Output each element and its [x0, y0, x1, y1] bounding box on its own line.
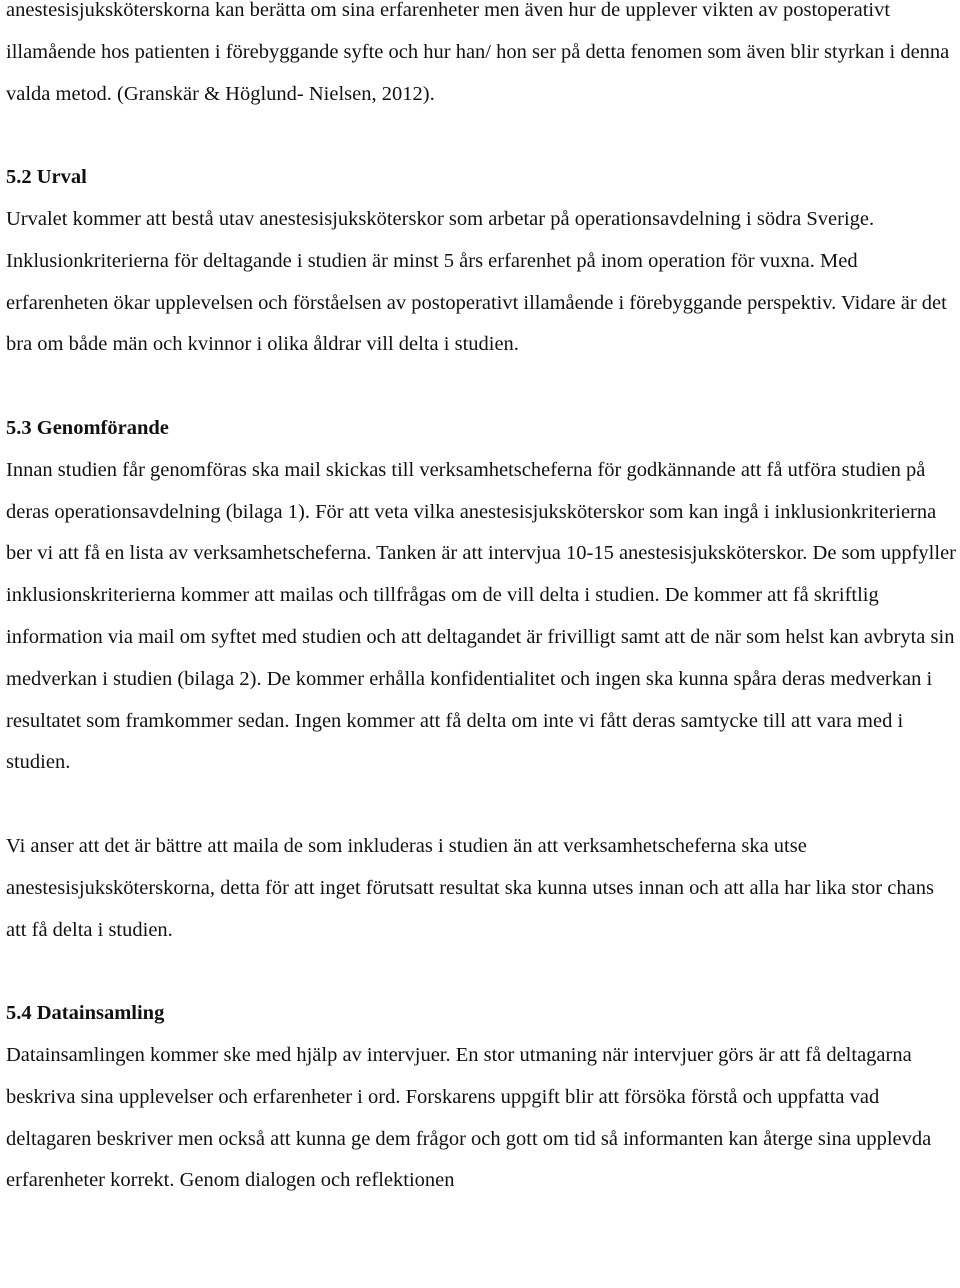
- datainsamling-paragraph: Datainsamlingen kommer ske med hjälp av intervjuer. En stor utmaning när intervjuer görs är att få deltagarna beskriva sina upplevelser och erfarenheter i ord. Forskarens uppgift blir att försöka förstå och uppfatta vad deltagaren beskriver men också att kunna ge dem frågor och gott om tid så informanten kan återge sina upplevda erfarenheter korrekt. Genom dialogen och reflektionen: [6, 1043, 932, 1192]
- document-page: [6, 0, 958, 1202]
- intro-paragraph: anestesisjuksköterskorna kan berätta om sina erfarenheter men även hur de upplever vikten av postoperativt illamående hos patienten i förebyggande syfte och hur han/ hon ser på detta fenomen som även blir styrkan i denna valda metod. (Granskär & Höglund- Nielsen, 2012).: [6, 0, 950, 105]
- paragraph-gap: [6, 115, 958, 157]
- genomforande-second-paragraph: Vi anser att det är bättre att maila de som inkluderas i studien än att verksamhetscheferna ska utse anestesisjuksköterskorna, detta för att inget förutsatt resultat ska kunna utses innan och att alla har lika stor chans att få delta i studien.: [6, 834, 934, 941]
- urval-paragraph: Urvalet kommer att bestå utav anestesisjuksköterskor som arbetar på operationsavdelning i södra Sverige. Inklusionkriterierna för deltagande i studien är minst 5 års erfarenhet på inom operation för vuxna. Med erfarenheten ökar upplevelsen och förståelsen av postoperativt illamående i förebyggande perspektiv. Vidare är det bra om både män och kvinnor i olika åldrar vill delta i studien.: [6, 207, 947, 356]
- section-heading-genomforande: 5.3 Genomförande: [6, 416, 169, 439]
- paragraph-gap: [6, 366, 958, 408]
- genomforande-paragraph: Innan studien får genomföras ska mail skickas till verksamhetscheferna för godkännande att få utföra studien på deras operationsavdelning (bilaga 1). För att veta vilka anestesisjuksköterskor som kan ingå i inklusionkriterierna ber vi att få en lista av verksamhetscheferna. Tanken är att intervjua 10-15 anestesisjuksköterskor. De som uppfyller inklusionskriterierna kommer att mailas och tillfrågas om de vill delta i studien. De kommer att få skriftlig information via mail om syftet med studien och att deltagandet är frivilligt samt att de när som helst kan avbryta sin medverkan i studien (bilaga 2). De kommer erhålla konfidentialitet och ingen ska kunna spåra deras medverkan i resultatet som framkommer sedan. Ingen kommer att få delta om inte vi fått deras samtycke till att vara med i studien.: [6, 458, 956, 774]
- paragraph-gap: [6, 951, 958, 993]
- section-heading-datainsamling: 5.4 Datainsamling: [6, 1002, 165, 1025]
- paragraph-gap: [6, 784, 958, 826]
- section-heading-urval: 5.2 Urval: [6, 166, 87, 189]
